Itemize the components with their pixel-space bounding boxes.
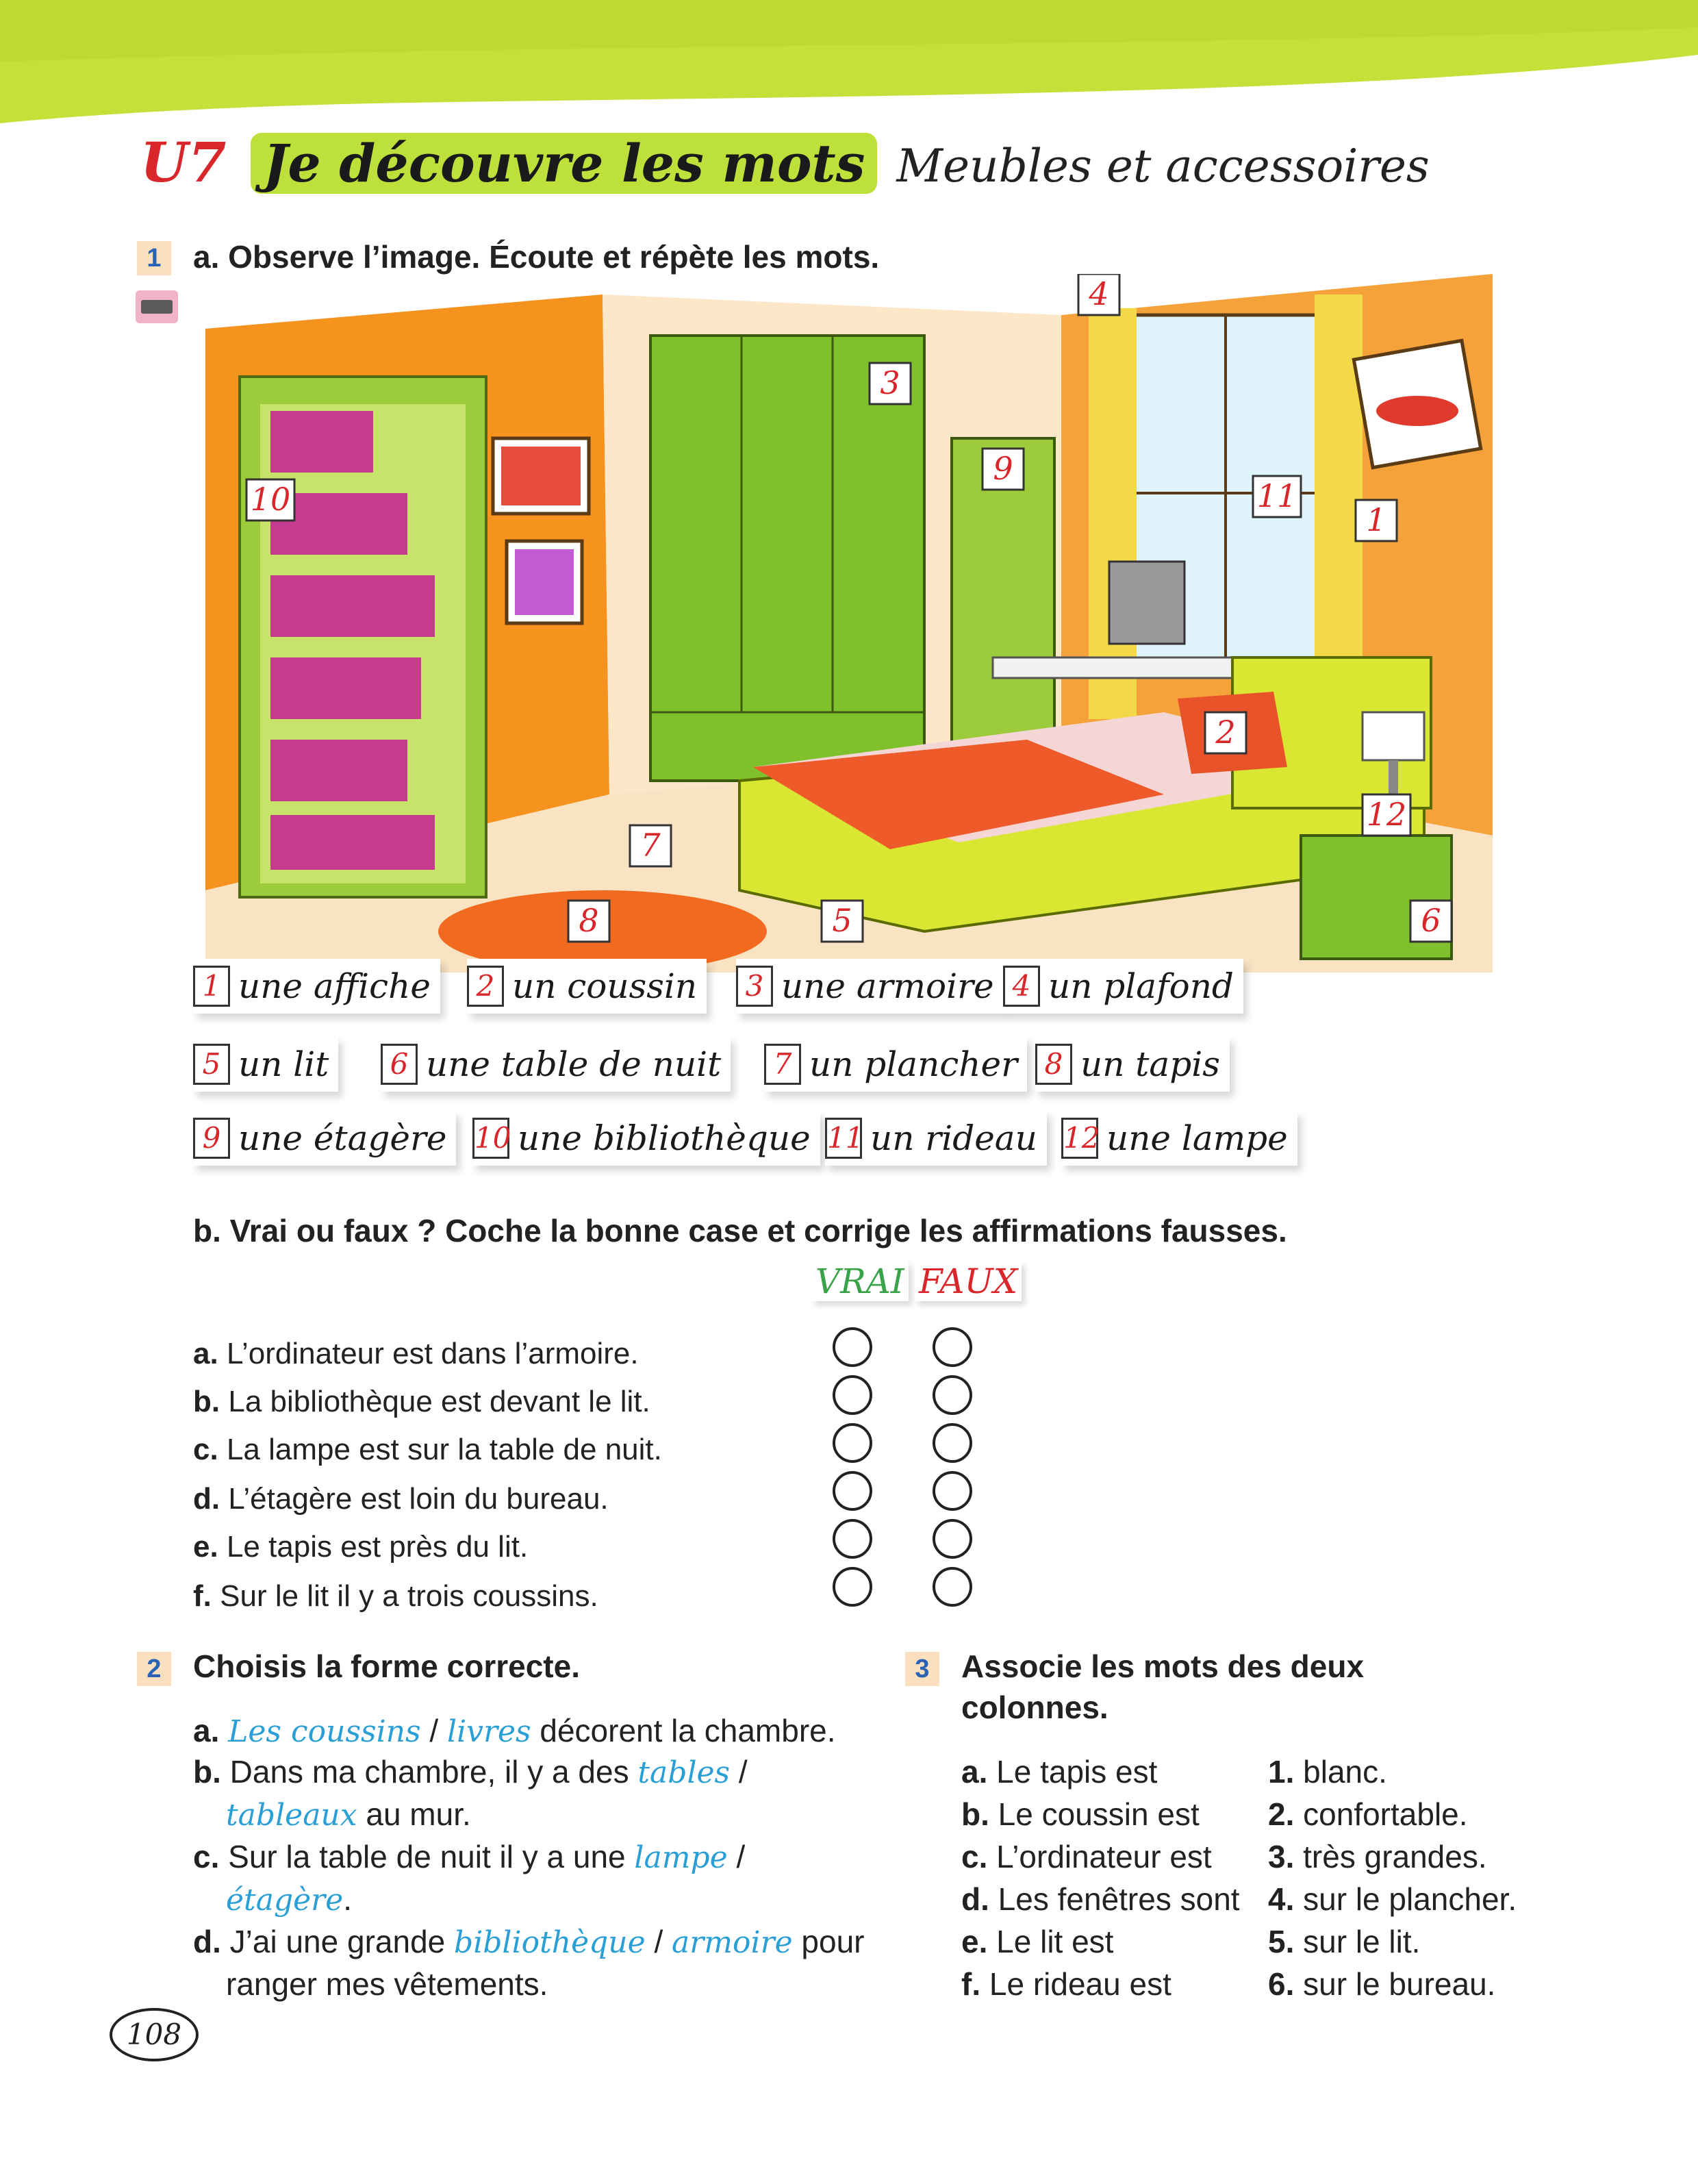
choice-option[interactable]: armoire (672, 1925, 793, 1960)
exercise-3-instruction-cont: colonnes. (961, 1690, 1108, 1725)
page-number: 108 (110, 2008, 199, 2061)
svg-text:2: 2 (1215, 714, 1236, 751)
svg-text:6: 6 (1421, 902, 1441, 939)
exercise-1a-instruction: a. Observe l’image. Écoute et répète les mots. (193, 239, 880, 275)
exercise-2-item-d: d. J’ai une grande bibliothèque / armoire pour (193, 1924, 865, 1960)
match-right-item: 2. confortable. (1268, 1796, 1468, 1832)
scene-label (1078, 274, 1119, 315)
scene-label (568, 901, 609, 942)
svg-text:12: 12 (1366, 796, 1407, 833)
svg-text:4: 4 (1089, 275, 1109, 312)
vocab-item: 2 un coussin (467, 959, 707, 1014)
exercise-1b-instruction: b. Vrai ou faux ? Coche la bonne case et corrige les affirmations fausses. (193, 1213, 1287, 1248)
page-title: Je découvre les mots (251, 133, 877, 194)
true-false-statement: e. Le tapis est près du lit. (193, 1530, 529, 1564)
vocab-item: 11 un rideau (825, 1111, 1047, 1166)
match-left-item: e. Le lit est (961, 1924, 1114, 1959)
exercise-2-instruction: Choisis la forme correcte. (193, 1648, 580, 1684)
scene-label (822, 901, 863, 942)
vocab-item: 5 un lit (193, 1037, 338, 1092)
choice-option[interactable]: Les coussins (228, 1714, 421, 1749)
vrai-radio[interactable] (833, 1423, 872, 1463)
match-right-item: 1. blanc. (1268, 1754, 1387, 1790)
match-left-item: b. Le coussin est (961, 1796, 1200, 1832)
vrai-radio[interactable] (833, 1375, 872, 1415)
top-banner (0, 0, 1698, 137)
match-right-item: 6. sur le bureau. (1268, 1966, 1496, 2002)
audio-track-icon[interactable] (136, 290, 178, 323)
true-false-statement: a. L’ordinateur est dans l’armoire. (193, 1337, 639, 1370)
faux-radio[interactable] (933, 1471, 972, 1511)
exercise-1-number: 1 (137, 241, 171, 275)
scene-label (1205, 712, 1246, 753)
svg-text:11: 11 (1256, 477, 1297, 514)
faux-column-header: FAUX (915, 1262, 1022, 1301)
exercise-2-item-b: b. Dans ma chambre, il y a des tables / (193, 1754, 748, 1790)
match-left-item: a. Le tapis est (961, 1754, 1158, 1790)
vocab-item: 7 un plancher (764, 1037, 1027, 1092)
faux-radio[interactable] (933, 1519, 972, 1559)
true-false-statement: c. La lampe est sur la table de nuit. (193, 1433, 662, 1466)
true-false-statement: d. L’étagère est loin du bureau. (193, 1482, 609, 1516)
vrai-column-header: VRAI (811, 1262, 909, 1301)
svg-text:3: 3 (880, 364, 900, 401)
scene-label (1410, 901, 1452, 942)
svg-text:1: 1 (1366, 501, 1386, 538)
vrai-radio[interactable] (833, 1327, 872, 1367)
page-subtitle: Meubles et accessoires (896, 140, 1430, 192)
exercise-2-item-c: c. Sur la table de nuit il y a une lampe / (193, 1839, 746, 1875)
svg-text:8: 8 (579, 902, 599, 939)
exercise-2-item-b-cont: tableaux au mur. (226, 1796, 471, 1833)
scene-label (1363, 794, 1410, 836)
true-false-statement: b. La bibliothèque est devant le lit. (193, 1385, 650, 1418)
vocab-item: 12 une lampe (1061, 1111, 1297, 1166)
svg-text:7: 7 (640, 827, 661, 864)
faux-radio[interactable] (933, 1327, 972, 1367)
match-left-item: f. Le rideau est (961, 1966, 1171, 2002)
match-left-item: d. Les fenêtres sont (961, 1881, 1240, 1917)
choice-option[interactable]: livres (446, 1714, 531, 1749)
svg-text:10: 10 (250, 481, 291, 518)
exercise-2-item-c-cont: étagère. (226, 1881, 353, 1918)
vocab-item: 3 une armoire (736, 959, 1004, 1014)
faux-radio[interactable] (933, 1375, 972, 1415)
vocab-item: 9 une étagère (193, 1111, 456, 1166)
scene-label (870, 363, 911, 404)
faux-radio[interactable] (933, 1423, 972, 1463)
choice-option[interactable]: tables (637, 1755, 731, 1790)
choice-option[interactable]: étagère (226, 1883, 344, 1918)
match-right-item: 5. sur le lit. (1268, 1924, 1421, 1959)
unit-header (140, 130, 1430, 194)
scene-label (983, 449, 1024, 490)
match-right-item: 3. très grandes. (1268, 1839, 1487, 1874)
scene-label (1356, 500, 1397, 541)
exercise-3-number: 3 (905, 1652, 939, 1686)
unit-label: U7 (140, 130, 227, 194)
vrai-radio[interactable] (833, 1471, 872, 1511)
vocab-item: 6 une table de nuit (381, 1037, 731, 1092)
vocab-item: 4 un plafond (1003, 959, 1243, 1014)
exercise-2-item-d-cont: ranger mes vêtements. (226, 1966, 548, 2002)
vrai-radio[interactable] (833, 1519, 872, 1559)
scene-label (630, 825, 671, 866)
faux-radio[interactable] (933, 1567, 972, 1607)
scene-label (246, 479, 294, 520)
vocab-item: 1 une affiche (193, 959, 440, 1014)
choice-option[interactable]: tableaux (226, 1798, 357, 1833)
vrai-radio[interactable] (833, 1567, 872, 1607)
vocab-item: 8 un tapis (1035, 1037, 1230, 1092)
choice-option[interactable]: lampe (634, 1840, 728, 1875)
true-false-statement: f. Sur le lit il y a trois coussins. (193, 1579, 598, 1613)
vocab-item: 10 une bibliothèque (472, 1111, 820, 1166)
svg-text:5: 5 (832, 902, 852, 939)
svg-text:9: 9 (993, 450, 1013, 487)
bedroom-illustration (205, 274, 1506, 972)
choice-option[interactable]: bibliothèque (454, 1925, 646, 1960)
exercise-2-item-a: a. Les coussins / livres décorent la chambre. (193, 1713, 836, 1749)
match-left-item: c. L’ordinateur est (961, 1839, 1212, 1874)
scene-label (1253, 476, 1301, 517)
match-right-item: 4. sur le plancher. (1268, 1881, 1517, 1917)
exercise-3-instruction: Associe les mots des deux (961, 1648, 1365, 1684)
exercise-2-number: 2 (137, 1652, 171, 1686)
